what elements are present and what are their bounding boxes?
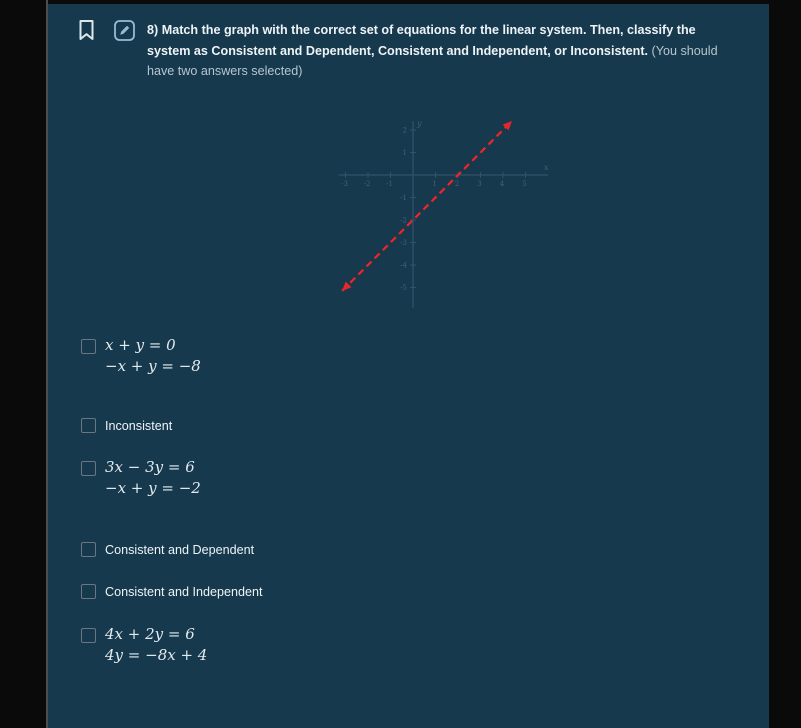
equation-line[interactable]: 4y = −8x + 4 [105,645,208,664]
equation-line[interactable]: −x + y = −2 [105,478,201,497]
option-checkbox[interactable] [81,584,96,599]
answer-option-1[interactable] [81,335,201,376]
svg-text:-1: -1 [386,180,393,188]
option-checkbox[interactable] [81,461,96,476]
answer-option-5[interactable] [81,583,263,600]
equation-line[interactable]: −x + y = −8 [105,356,201,375]
answer-option-2[interactable] [81,417,172,434]
question-panel [48,4,769,728]
answer-option-4[interactable] [81,541,254,558]
svg-text:-2: -2 [363,180,371,188]
question-bold: 8) Match the graph with the correct set of equations for the linear system. Then, classify the system as Consistent and Dependent, Consistent and Independent, or Inconsistent. [147,23,696,58]
option-label[interactable]: Consistent and Dependent [105,543,255,557]
svg-text:x: x [544,163,549,172]
bookmark-icon[interactable] [78,19,95,42]
svg-text:4: 4 [499,180,505,188]
question-text [147,20,739,82]
option-label[interactable]: Inconsistent [105,419,173,433]
equation-line[interactable]: 4x + 2y = 6 [105,625,195,643]
svg-text:1: 1 [432,180,437,188]
svg-text:-1: -1 [400,194,407,202]
option-checkbox[interactable] [81,628,96,643]
equation-line[interactable]: 3x − 3y = 6 [105,458,195,476]
svg-text:-3: -3 [400,239,407,247]
answer-option-3[interactable] [81,457,201,498]
svg-text:3: 3 [477,180,482,188]
equation-line[interactable]: x + y = 0 [105,336,176,354]
svg-text:y: y [417,119,422,128]
option-label[interactable]: Consistent and Independent [105,585,263,599]
svg-text:-5: -5 [400,284,407,292]
question-note: (You should have two answers selected) [147,43,718,78]
svg-text:5: 5 [522,180,527,188]
graph-svg [330,110,565,320]
answer-option-6[interactable] [81,624,207,665]
svg-text:1: 1 [402,149,407,157]
note-icon[interactable] [114,20,135,41]
option-checkbox[interactable] [81,339,96,354]
option-checkbox[interactable] [81,418,96,433]
svg-text:-2: -2 [400,216,407,225]
option-checkbox[interactable] [81,542,96,557]
svg-text:-4: -4 [400,261,407,270]
svg-text:2: 2 [454,180,460,188]
svg-text:2: 2 [402,126,407,135]
svg-text:-3: -3 [341,180,348,188]
